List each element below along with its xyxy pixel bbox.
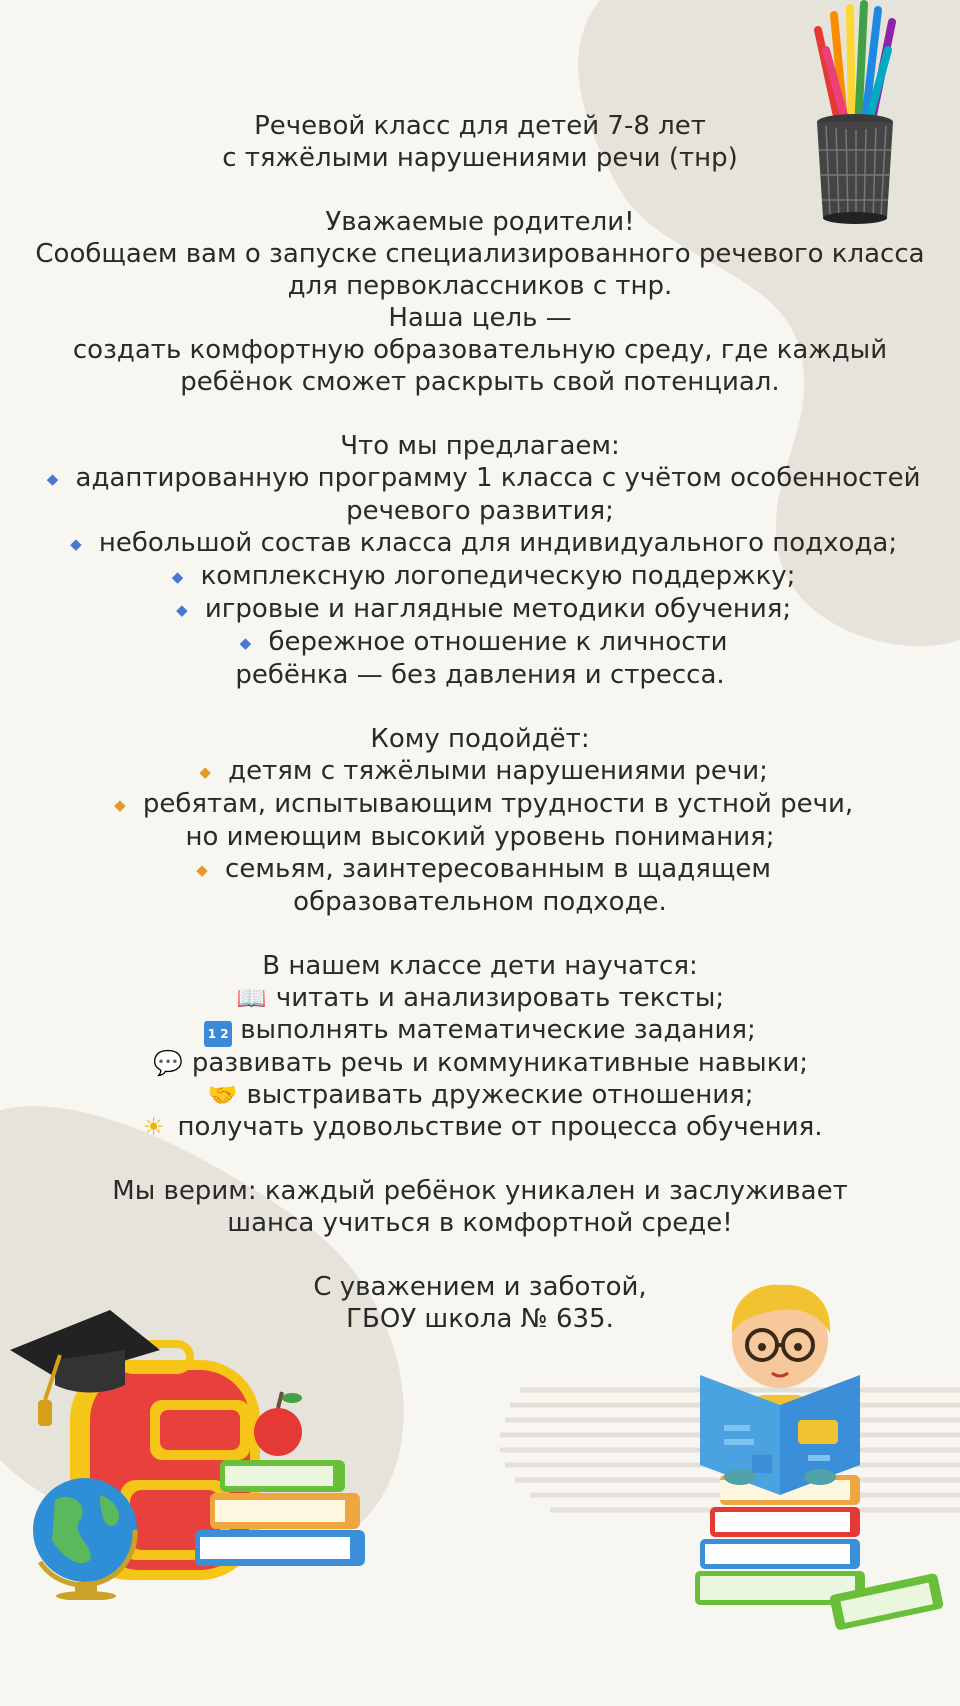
intro-line: ребёнок сможет раскрыть свой потенциал.: [180, 367, 780, 397]
offer-item: ◆ небольшой состав класса для индивидуального подхода;: [0, 527, 960, 560]
fit-item-cont: но имеющим высокий уровень понимания;: [185, 822, 775, 852]
learn-heading: В нашем классе дети научатся:: [262, 951, 698, 981]
learn-item: 📖 читать и анализировать тексты;: [236, 983, 725, 1013]
offer-item-cont: речевого развития;: [346, 496, 614, 526]
book-stack: [695, 1475, 944, 1631]
learn-item: ☀ получать удовольствие от процесса обучения.: [0, 1111, 960, 1143]
fit-heading: Кому подойдёт:: [370, 724, 590, 754]
offer-item-cont: ребёнка — без давления и стресса.: [235, 660, 725, 690]
title-line-2: с тяжёлыми нарушениями речи (тнр): [222, 143, 738, 173]
fit-item-cont: образовательном подходе.: [293, 887, 667, 917]
offer-item: ◆ адаптированную программу 1 класса с учётом особенностей: [0, 462, 960, 495]
diamond-bullet-icon: ◆: [46, 470, 59, 488]
fit-item: ◆ ребятам, испытывающим трудности в устной речи,: [0, 788, 960, 821]
diamond-bullet-icon: ◆: [171, 568, 184, 586]
diamond-bullet-icon: ◆: [196, 861, 208, 879]
numbers-icon: 1 2: [204, 1021, 232, 1047]
open-book-icon: 📖: [236, 984, 267, 1012]
learn-item: 💬 развивать речь и коммуникативные навыки;: [152, 1048, 809, 1078]
learn-item: 🤝 выстраивать дружеские отношения;: [207, 1080, 754, 1110]
offer-item: ◆ бережное отношение к личности: [0, 626, 960, 659]
closing-line: Мы верим: каждый ребёнок уникален и заслуживает: [112, 1176, 848, 1206]
book-stack: [195, 1460, 365, 1566]
boy: [700, 1285, 860, 1495]
diamond-bullet-icon: ◆: [70, 535, 82, 553]
closing-line: шанса учиться в комфортной среде!: [227, 1208, 733, 1238]
globe: [33, 1478, 137, 1600]
diamond-bullet-icon: ◆: [176, 601, 188, 619]
handshake-icon: 🤝: [207, 1081, 238, 1109]
signature-line-1: С уважением и заботой,: [313, 1272, 647, 1302]
school-supplies-illustration: [0, 1300, 380, 1600]
intro-line: создать комфортную образовательную среду, где каждый: [72, 335, 888, 365]
learn-item: 1 2 выполнять математические задания;: [0, 1014, 960, 1047]
intro-line: Сообщаем вам о запуске специализированного речевого класса: [35, 239, 925, 269]
title-line-1: Речевой класс для детей 7-8 лет: [254, 111, 706, 141]
flyer-text: [0, 110, 960, 1335]
diamond-bullet-icon: ◆: [199, 763, 211, 781]
diamond-bullet-icon: ◆: [114, 796, 126, 814]
intro-line: для первоклассников с тнр.: [287, 271, 673, 301]
fit-item: ◆ детям с тяжёлыми нарушениями речи;: [0, 755, 960, 788]
signature-line-2: ГБОУ школа № 635.: [346, 1304, 614, 1334]
speech-bubble-icon: 💬: [152, 1049, 183, 1077]
offer-heading: Что мы предлагаем:: [340, 431, 620, 461]
apple: [254, 1392, 302, 1456]
fit-item: ◆ семьям, заинтересованным в щадящем: [0, 853, 960, 886]
greeting: Уважаемые родители!: [325, 207, 635, 237]
sun-icon: ☀: [142, 1113, 165, 1141]
offer-item: ◆ игровые и наглядные методики обучения;: [0, 593, 960, 626]
intro-line: Наша цель —: [388, 303, 572, 333]
diamond-bullet-icon: ◆: [239, 634, 252, 652]
offer-item: ◆ комплексную логопедическую поддержку;: [0, 560, 960, 593]
reading-boy-illustration: [680, 1255, 950, 1675]
